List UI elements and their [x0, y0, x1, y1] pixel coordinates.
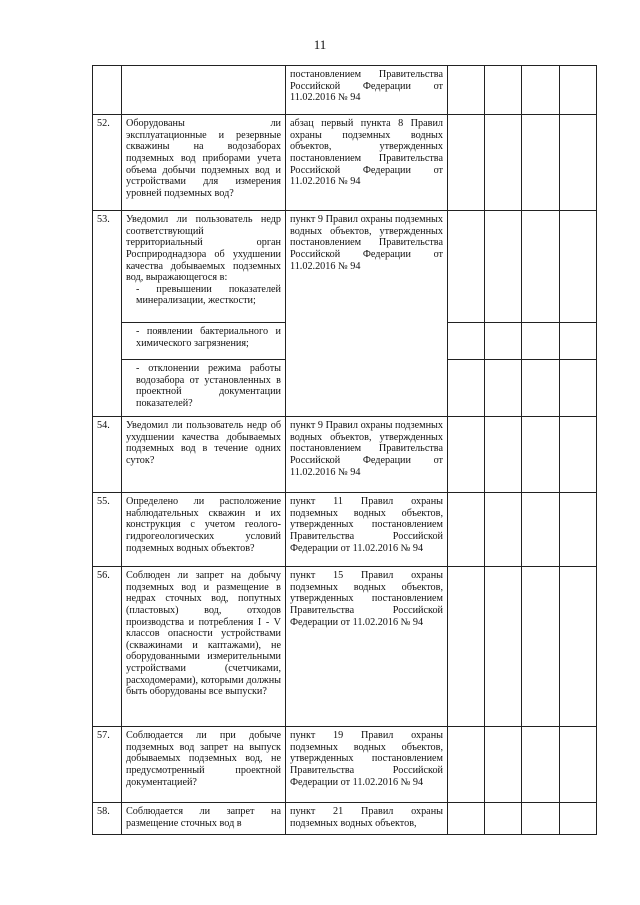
comment-cell[interactable] [560, 360, 597, 417]
row-number: 56. [93, 567, 122, 727]
table-row [93, 803, 597, 835]
answer-yes-cell[interactable] [448, 803, 485, 835]
answer-yes-cell[interactable] [448, 115, 485, 211]
question-cell [122, 66, 286, 115]
legal-basis-cell: пункт 15 Правил охраны подземных водных объектов, утвержденных постановлением Правительства Российской Федерации от 11.02.2016 № 94 [286, 567, 448, 727]
comment-cell[interactable] [560, 323, 597, 360]
answer-na-cell[interactable] [522, 66, 560, 115]
checklist-table [92, 65, 597, 835]
row-number [93, 66, 122, 115]
comment-cell[interactable] [560, 66, 597, 115]
question-cell [122, 323, 286, 360]
row-number: 52. [93, 115, 122, 211]
question-cell [122, 360, 286, 417]
answer-yes-cell[interactable] [448, 493, 485, 567]
question-cell: Соблюдается ли запрет на размещение сточных вод в [122, 803, 286, 835]
answer-na-cell[interactable] [522, 417, 560, 493]
question-subitem: - появлении бактериального и химического загрязнения; [136, 326, 281, 349]
table-row [93, 417, 597, 493]
answer-na-cell[interactable] [522, 115, 560, 211]
row-number: 58. [93, 803, 122, 835]
comment-cell[interactable] [560, 211, 597, 323]
legal-basis-cell: пункт 9 Правил охраны подземных водных объектов, утвержденных постановлением Правительства Российской Федерации от 11.02.2016 № 94 [286, 417, 448, 493]
answer-no-cell[interactable] [485, 66, 522, 115]
answer-yes-cell[interactable] [448, 727, 485, 803]
page-number: 11 [313, 37, 327, 52]
answer-no-cell[interactable] [485, 211, 522, 323]
question-cell [122, 211, 286, 323]
comment-cell[interactable] [560, 417, 597, 493]
table-row [93, 493, 597, 567]
question-cell: Оборудованы ли эксплуатационные и резервные скважины на водозаборах подземных вод приборами учета объема добычи подземных вод и устройствами для измерения уровней подземных вод? [122, 115, 286, 211]
answer-na-cell[interactable] [522, 567, 560, 727]
comment-cell[interactable] [560, 803, 597, 835]
question-subitem: - превышении показателей минерализации, жесткости; [136, 283, 281, 307]
answer-yes-cell[interactable] [448, 360, 485, 417]
answer-yes-cell[interactable] [448, 66, 485, 115]
answer-yes-cell[interactable] [448, 323, 485, 360]
comment-cell[interactable] [560, 493, 597, 567]
legal-basis-cell: абзац первый пункта 8 Правил охраны подземных водных объектов, утвержденных постановлением Правительства Российской Федерации от 11.02.2016 № 94 [286, 115, 448, 211]
answer-yes-cell[interactable] [448, 567, 485, 727]
comment-cell[interactable] [560, 727, 597, 803]
question-subitem: - отклонении режима работы водозабора от установленных в проектной документации показателей? [136, 363, 281, 409]
row-number: 54. [93, 417, 122, 493]
legal-basis-cell: постановлением Правительства Российской Федерации от 11.02.2016 № 94 [286, 66, 448, 115]
question-cell: Определено ли расположение наблюдательных скважин и их конструкция с учетом геолого-гидрогеологических условий подземных водных объектов? [122, 493, 286, 567]
answer-no-cell[interactable] [485, 803, 522, 835]
answer-no-cell[interactable] [485, 417, 522, 493]
table-row [93, 115, 597, 211]
comment-cell[interactable] [560, 115, 597, 211]
answer-yes-cell[interactable] [448, 211, 485, 323]
row-number: 53. [93, 211, 122, 417]
answer-no-cell[interactable] [485, 115, 522, 211]
answer-no-cell[interactable] [485, 727, 522, 803]
row-number: 55. [93, 493, 122, 567]
question-intro: Уведомил ли пользователь недр соответствующий территориальный орган Росприроднадзора об ухудшении качества добываемых подземных вод, выражающегося в: [126, 214, 281, 284]
comment-cell[interactable] [560, 567, 597, 727]
answer-na-cell[interactable] [522, 211, 560, 323]
legal-basis-cell: пункт 21 Правил охраны подземных водных объектов, [286, 803, 448, 835]
table-row [93, 66, 597, 115]
answer-yes-cell[interactable] [448, 417, 485, 493]
question-cell: Соблюдается ли при добыче подземных вод запрет на выпуск добываемых подземных вод, не предусмотренный проектной документацией? [122, 727, 286, 803]
table-row [93, 567, 597, 727]
question-cell: Соблюден ли запрет на добычу подземных вод и размещение в недрах сточных вод, попутных (пластовых) вод, отходов производства и потребления I - V классов опасности устройствами (скважинами и каптажами), не оборудованными измерительными устройствами (счетчиками, расходомерами), которыми должны быть оборудованы все выпуски? [122, 567, 286, 727]
answer-na-cell[interactable] [522, 803, 560, 835]
answer-na-cell[interactable] [522, 493, 560, 567]
legal-basis-cell: пункт 11 Правил охраны подземных водных объектов, утвержденных постановлением Правительства Российской Федерации от 11.02.2016 № 94 [286, 493, 448, 567]
answer-na-cell[interactable] [522, 323, 560, 360]
answer-na-cell[interactable] [522, 360, 560, 417]
legal-basis-cell: пункт 9 Правил охраны подземных водных объектов, утвержденных постановлением Правительства Российской Федерации от 11.02.2016 № 94 [286, 211, 448, 417]
answer-na-cell[interactable] [522, 727, 560, 803]
answer-no-cell[interactable] [485, 567, 522, 727]
table-row [93, 211, 597, 323]
legal-basis-cell: пункт 19 Правил охраны подземных водных объектов, утвержденных постановлением Правительства Российской Федерации от 11.02.2016 № 94 [286, 727, 448, 803]
answer-no-cell[interactable] [485, 493, 522, 567]
row-number: 57. [93, 727, 122, 803]
table-row [93, 727, 597, 803]
answer-no-cell[interactable] [485, 323, 522, 360]
question-cell: Уведомил ли пользователь недр об ухудшении качества добываемых подземных вод в течение одних суток? [122, 417, 286, 493]
answer-no-cell[interactable] [485, 360, 522, 417]
